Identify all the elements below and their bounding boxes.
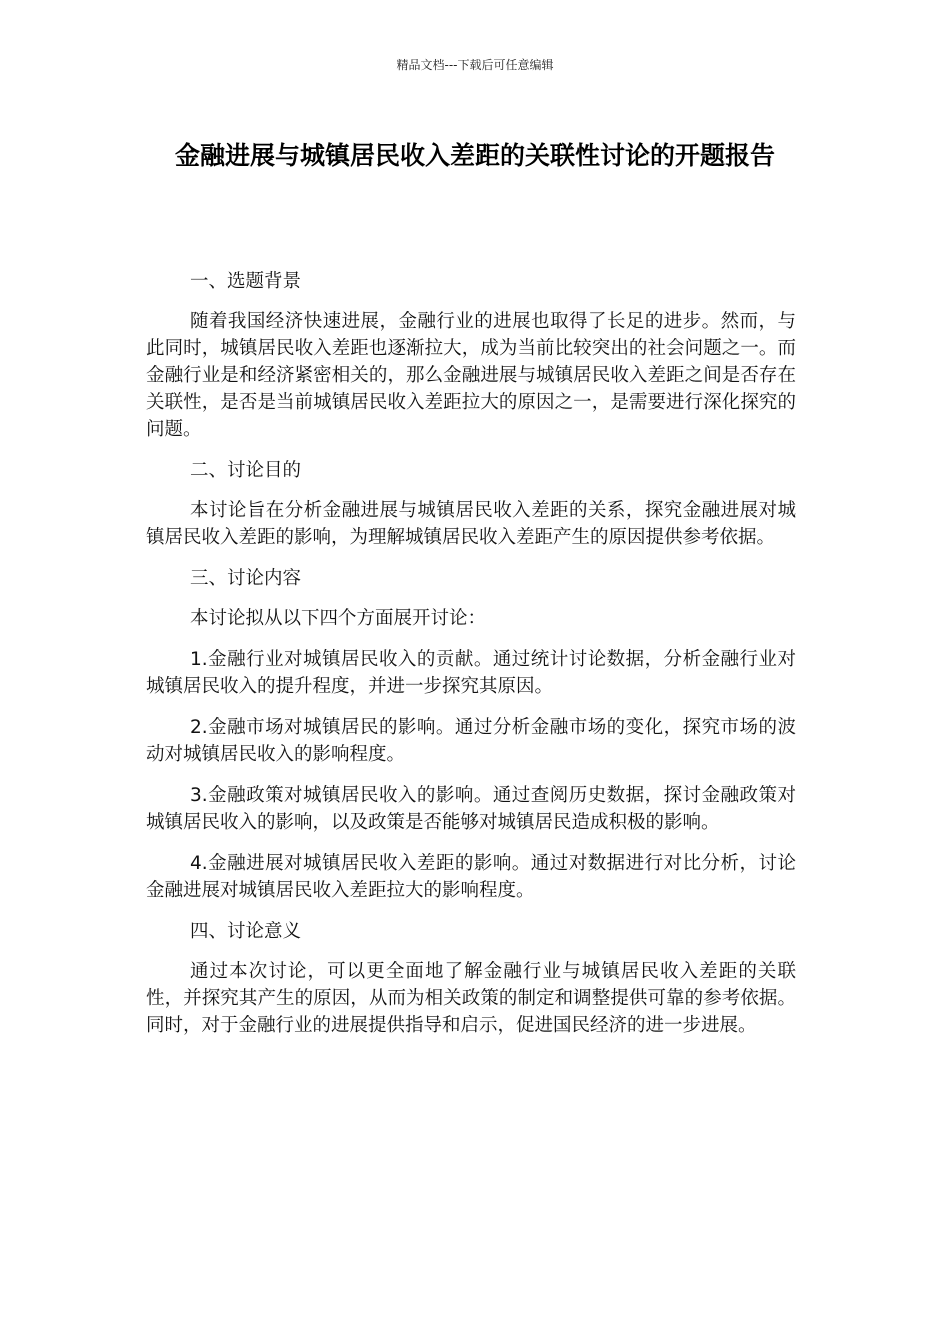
list-item: 4.金融进展对城镇居民收入差距的影响。通过对数据进行对比分析，讨论金融进展对城镇居民收入差距拉大的影响程度。 — [146, 853, 796, 901]
list-item: 3.金融政策对城镇居民收入的影响。通过查阅历史数据，探讨金融政策对城镇居民收入的影响，以及政策是否能够对城镇居民造成积极的影响。 — [146, 785, 796, 833]
list-item: 1.金融行业对城镇居民收入的贡献。通过统计讨论数据，分析金融行业对城镇居民收入的提升程度，并进一步探究其原因。 — [146, 649, 796, 697]
paragraph: 通过本次讨论，可以更全面地了解金融行业与城镇居民收入差距的关联性，并探究其产生的原因，从而为相关政策的制定和调整提供可靠的参考依据。同时，对于金融行业的进展提供指导和启示，促进国民经济的进一步进展。 — [146, 961, 796, 1036]
paragraph: 本讨论拟从以下四个方面展开讨论： — [190, 608, 487, 629]
header-note: 精品文档---下载后可任意编辑 — [396, 58, 554, 72]
paragraph: 本讨论旨在分析金融进展与城镇居民收入差距的关系，探究金融进展对城镇居民收入差距的影响，为理解城镇居民收入差距产生的原因提供参考依据。 — [146, 500, 796, 548]
document-title: 金融进展与城镇居民收入差距的关联性讨论的开题报告 — [174, 141, 775, 170]
section-content — [146, 565, 796, 904]
document-body — [146, 268, 796, 1053]
section-heading: 四、讨论意义 — [190, 921, 302, 942]
paragraph: 随着我国经济快速进展，金融行业的进展也取得了长足的进步。然而，与此同时，城镇居民收入差距也逐渐拉大，成为当前比较突出的社会问题之一。而金融行业是和经济紧密相关的，那么金融进展与城镇居民收入差距之间是否存在关联性，是否是当前城镇居民收入差距拉大的原因之一，是需要进行深化探究的问题。 — [146, 311, 796, 440]
section-heading: 一、选题背景 — [190, 271, 302, 292]
section-significance — [146, 918, 796, 1039]
section-background — [146, 268, 796, 443]
list-item: 2.金融市场对城镇居民的影响。通过分析金融市场的变化，探究市场的波动对城镇居民收入的影响程度。 — [146, 717, 796, 765]
section-purpose — [146, 457, 796, 551]
section-heading: 三、讨论内容 — [190, 568, 302, 589]
section-heading: 二、讨论目的 — [190, 460, 302, 481]
